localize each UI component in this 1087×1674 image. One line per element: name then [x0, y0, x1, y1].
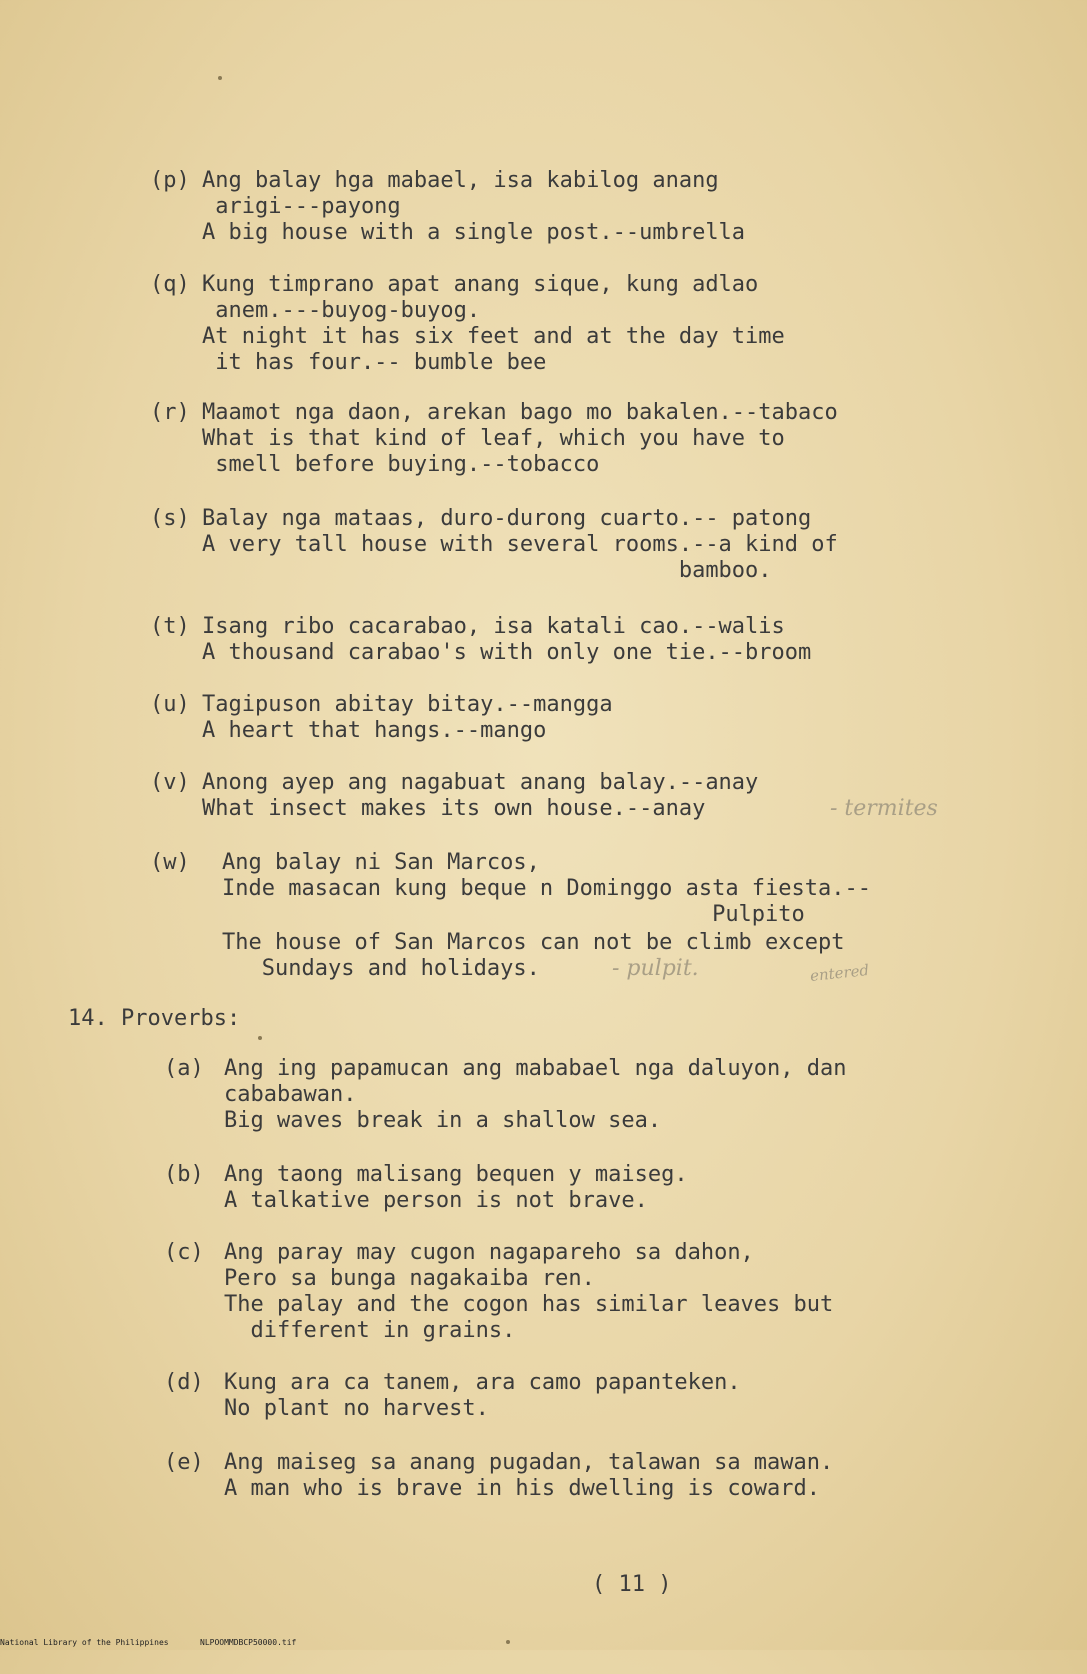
riddle-line: Tagipuson abitay bitay.--mangga — [202, 692, 613, 717]
riddle-line: Inde masacan kung beque n Dominggo asta fiesta.-- — [222, 876, 872, 901]
riddle-label: (q) — [150, 272, 190, 297]
paper-speck — [258, 1036, 262, 1040]
proverb-line: Ang maiseg sa anang pugadan, talawan sa mawan. — [224, 1450, 834, 1475]
page-number: ( 11 ) — [592, 1572, 672, 1597]
riddle-label: (t) — [150, 614, 190, 639]
riddle-line: bamboo. — [202, 558, 772, 583]
pencil-annotation: entered — [809, 960, 870, 986]
riddle-line: What insect makes its own house.--anay — [202, 796, 706, 821]
riddle-line: The house of San Marcos can not be climb except — [222, 930, 845, 955]
proverb-line: cababawan. — [224, 1082, 357, 1107]
proverb-label: (d) — [164, 1370, 204, 1395]
proverb-line: Kung ara ca tanem, ara camo papanteken. — [224, 1370, 741, 1395]
riddle-label: (w) — [150, 850, 190, 875]
proverb-label: (c) — [164, 1240, 204, 1265]
proverb-line: The palay and the cogon has similar leaves but — [224, 1292, 834, 1317]
proverb-line: Pero sa bunga nagakaiba ren. — [224, 1266, 595, 1291]
riddle-label: (s) — [150, 506, 190, 531]
riddle-line: Anong ayep ang nagabuat anang balay.--anay — [202, 770, 759, 795]
riddle-line: anem.---buyog-buyog. — [202, 298, 481, 323]
riddle-line: At night it has six feet and at the day time — [202, 324, 785, 349]
riddle-label: (r) — [150, 400, 190, 425]
proverb-line: A man who is brave in his dwelling is coward. — [224, 1476, 821, 1501]
proverb-line: Big waves break in a shallow sea. — [224, 1108, 662, 1133]
proverb-line: Ang paray may cugon nagapareho sa dahon, — [224, 1240, 754, 1265]
pencil-annotation: - termites — [830, 796, 938, 821]
section-heading: 14. Proverbs: — [68, 1006, 241, 1031]
riddle-line: Ang balay ni San Marcos, — [222, 850, 540, 875]
riddle-line: A very tall house with several rooms.--a kind of — [202, 532, 838, 557]
riddle-label: (p) — [150, 168, 190, 193]
footer-caption — [0, 1638, 297, 1674]
riddle-line: smell before buying.--tobacco — [202, 452, 600, 477]
paper-speck — [218, 76, 222, 80]
proverb-line: Ang taong malisang bequen y maiseg. — [224, 1162, 688, 1187]
footer-library: National Library of the Philippines — [0, 1638, 169, 1647]
riddle-line: Pulpito — [222, 902, 805, 927]
riddle-line: A thousand carabao's with only one tie.--broom — [202, 640, 812, 665]
riddle-line: Isang ribo cacarabao, isa katali cao.--walis — [202, 614, 785, 639]
riddle-line: Kung timprano apat anang sique, kung adlao — [202, 272, 759, 297]
proverb-label: (a) — [164, 1056, 204, 1081]
riddle-line: What is that kind of leaf, which you have to — [202, 426, 785, 451]
proverb-line: A talkative person is not brave. — [224, 1188, 648, 1213]
proverb-line: different in grains. — [224, 1318, 516, 1343]
riddle-line: Maamot nga daon, arekan bago mo bakalen.--tabaco — [202, 400, 838, 425]
riddle-line: arigi---payong — [202, 194, 401, 219]
riddle-label: (v) — [150, 770, 190, 795]
proverb-line: Ang ing papamucan ang mababael nga daluyon, dan — [224, 1056, 847, 1081]
riddle-line: A big house with a single post.--umbrella — [202, 220, 746, 245]
riddle-line: A heart that hangs.--mango — [202, 718, 547, 743]
footer-file: NLPOOMMDBCP50000.tif — [200, 1638, 297, 1647]
riddle-label: (u) — [150, 692, 190, 717]
riddle-line: Sundays and holidays. — [222, 956, 540, 981]
riddle-line: Ang balay hga mabael, isa kabilog anang — [202, 168, 719, 193]
proverb-label: (b) — [164, 1162, 204, 1187]
riddle-line: Balay nga mataas, duro-durong cuarto.-- patong — [202, 506, 812, 531]
paper-speck — [506, 1640, 510, 1644]
proverb-line: No plant no harvest. — [224, 1396, 489, 1421]
pencil-annotation: - pulpit. — [612, 956, 699, 981]
riddle-line: it has four.-- bumble bee — [202, 350, 547, 375]
proverb-label: (e) — [164, 1450, 204, 1475]
